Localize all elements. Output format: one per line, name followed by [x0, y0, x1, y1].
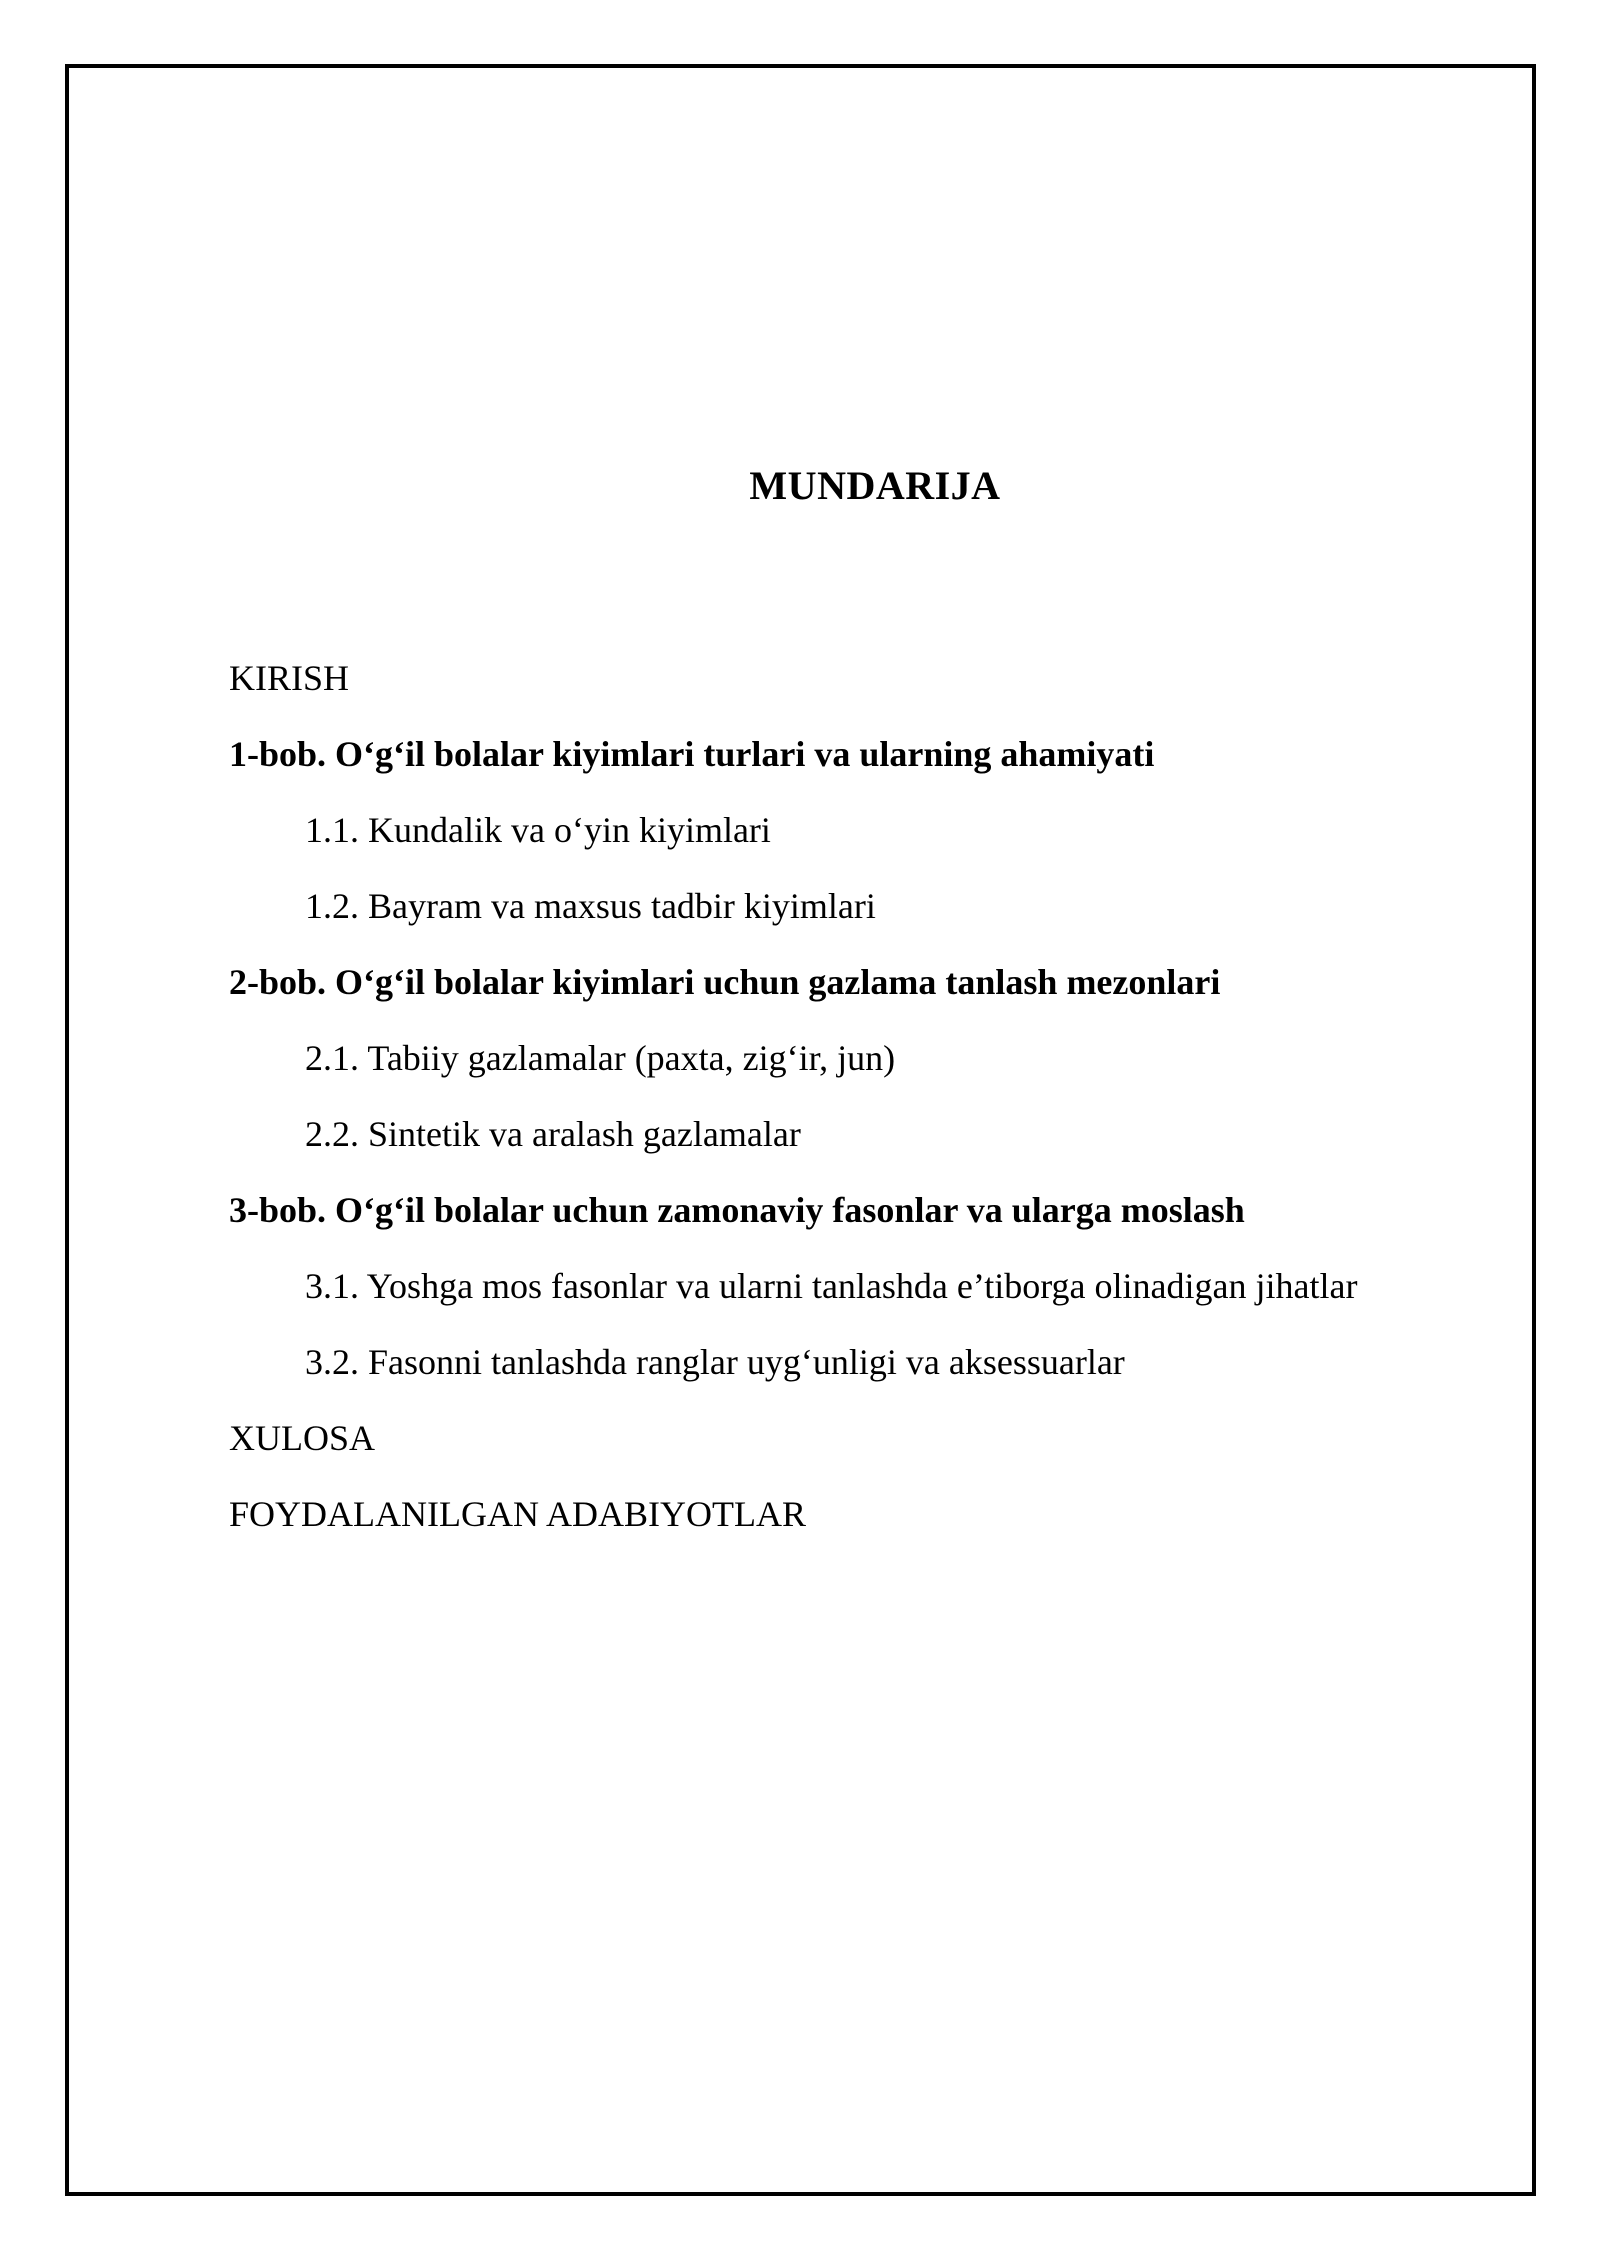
- toc-item-introduction[interactable]: KIRISH: [229, 658, 350, 698]
- toc-section-1-1[interactable]: 1.1. Kundalik va o‘yin kiyimlari: [305, 810, 771, 850]
- toc-item-references[interactable]: FOYDALANILGAN ADABIYOTLAR: [229, 1494, 806, 1534]
- toc-chapter-2[interactable]: 2-bob. O‘g‘il bolalar kiyimlari uchun gazlama tanlash mezonlari: [229, 962, 1221, 1002]
- toc-section-3-1[interactable]: 3.1. Yoshga mos fasonlar va ularni tanlashda e’tiborga olinadigan jihatlar: [305, 1266, 1358, 1306]
- page-title: MUNDARIJA: [749, 463, 1001, 508]
- table-of-contents: [229, 640, 1479, 1552]
- toc-chapter-1[interactable]: 1-bob. O‘g‘il bolalar kiyimlari turlari va ularning ahamiyati: [229, 734, 1155, 774]
- toc-section-2-1[interactable]: 2.1. Tabiiy gazlamalar (paxta, zig‘ir, jun): [305, 1038, 896, 1078]
- toc-section-3-2[interactable]: 3.2. Fasonni tanlashda ranglar uyg‘unligi va aksessuarlar: [305, 1342, 1125, 1382]
- toc-chapter-3[interactable]: 3-bob. O‘g‘il bolalar uchun zamonaviy fasonlar va ularga moslash: [229, 1190, 1245, 1230]
- toc-item-conclusion[interactable]: XULOSA: [229, 1418, 376, 1458]
- toc-section-2-2[interactable]: 2.2. Sintetik va aralash gazlamalar: [305, 1114, 801, 1154]
- toc-section-1-2[interactable]: 1.2. Bayram va maxsus tadbir kiyimlari: [305, 886, 876, 926]
